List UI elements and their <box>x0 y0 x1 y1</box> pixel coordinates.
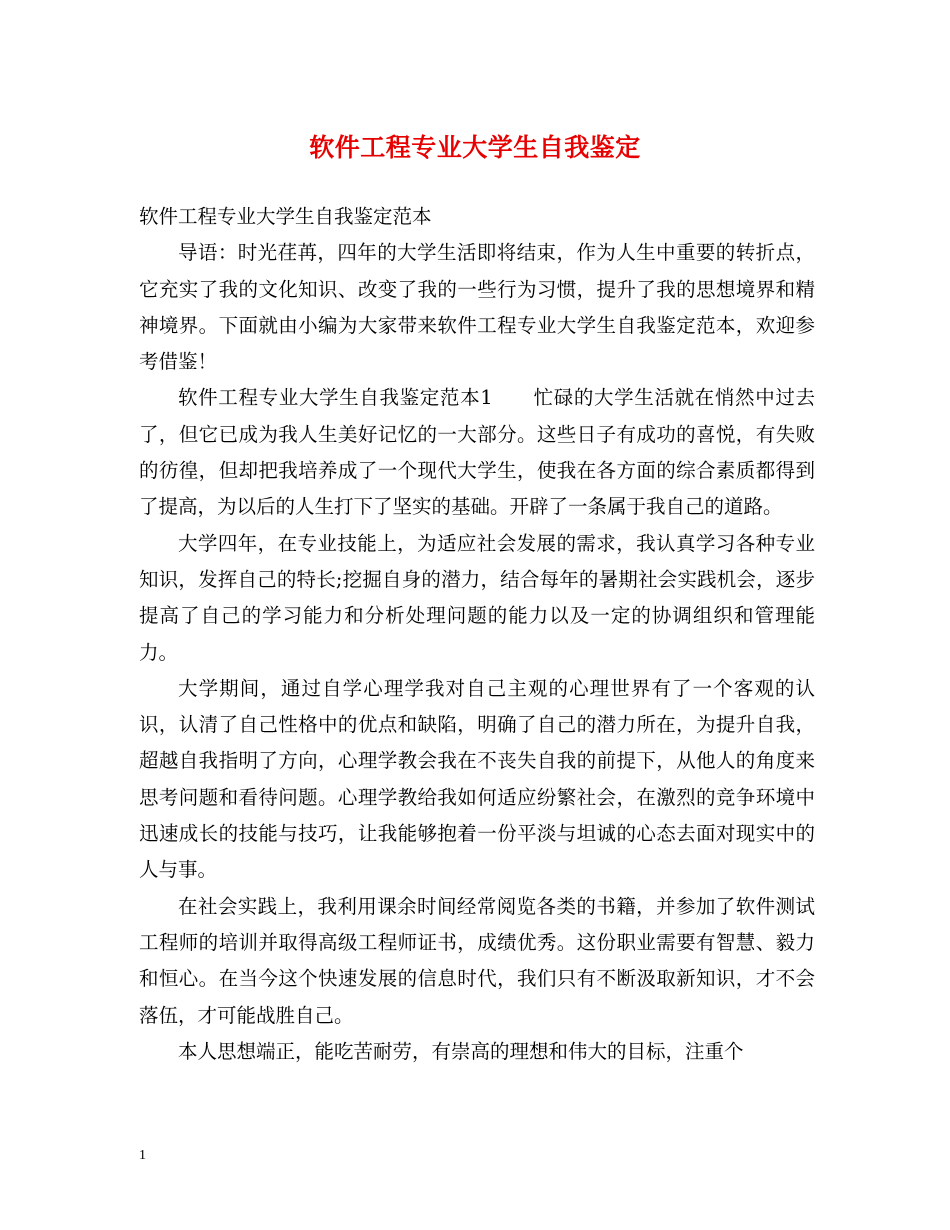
document-subtitle: 软件工程专业大学生自我鉴定范本 <box>139 205 432 228</box>
paragraph-5: 本人思想端正，能吃苦耐劳，有崇高的理想和伟大的目标，注重个 <box>178 1039 744 1063</box>
paragraph-1: 软件工程专业大学生自我鉴定范本1 忙碌的大学生活就在悄然中过去了，但它已成为我人生美好记忆的一大部分。这些日子有成功的喜悦，有失败的彷徨，但却把我培养成了一个现代大学生，使我在各方面的综合素质都得到了提高，为以后的人生打下了坚实的基础。开辟了一条属于我自己的道路。 <box>139 386 815 519</box>
paragraph-4: 在社会实践上，我利用课余时间经常阅览各类的书籍，并参加了软件测试工程师的培训并取得高级工程师证书，成绩优秀。这份职业需要有智慧、毅力和恒心。在当今这个快速发展的信息时代，我们只有不断汲取新知识，才不会落伍，才可能战胜自己。 <box>139 894 815 1027</box>
document-body <box>139 199 815 1070</box>
paragraph-3: 大学期间，通过自学心理学我对自己主观的心理世界有了一个客观的认识，认清了自己性格中的优点和缺陷，明确了自己的潜力所在，为提升自我，超越自我指明了方向，心理学教会我在不丧失自我的前提下，从他人的角度来思考问题和看待问题。心理学教给我如何适应纷繁社会，在激烈的竞争环境中迅速成长的技能与技巧，让我能够抱着一份平淡与坦诚的心态去面对现实中的人与事。 <box>139 676 815 882</box>
paragraph-intro: 导语：时光荏苒，四年的大学生活即将结束，作为人生中重要的转折点，它充实了我的文化知识、改变了我的一些行为习惯，提升了我的思想境界和精神境界。下面就由小编为大家带来软件工程专业大学生自我鉴定范本，欢迎参考借鉴！ <box>139 241 815 374</box>
paragraph-2: 大学四年，在专业技能上，为适应社会发展的需求，我认真学习各种专业知识，发挥自己的特长;挖掘自身的潜力，结合每年的暑期社会实践机会，逐步提高了自己的学习能力和分析处理问题的能力以及一定的协调组织和管理能力。 <box>139 531 815 664</box>
document-title: 软件工程专业大学生自我鉴定 <box>309 133 641 162</box>
page-number: 1 <box>139 1148 146 1163</box>
